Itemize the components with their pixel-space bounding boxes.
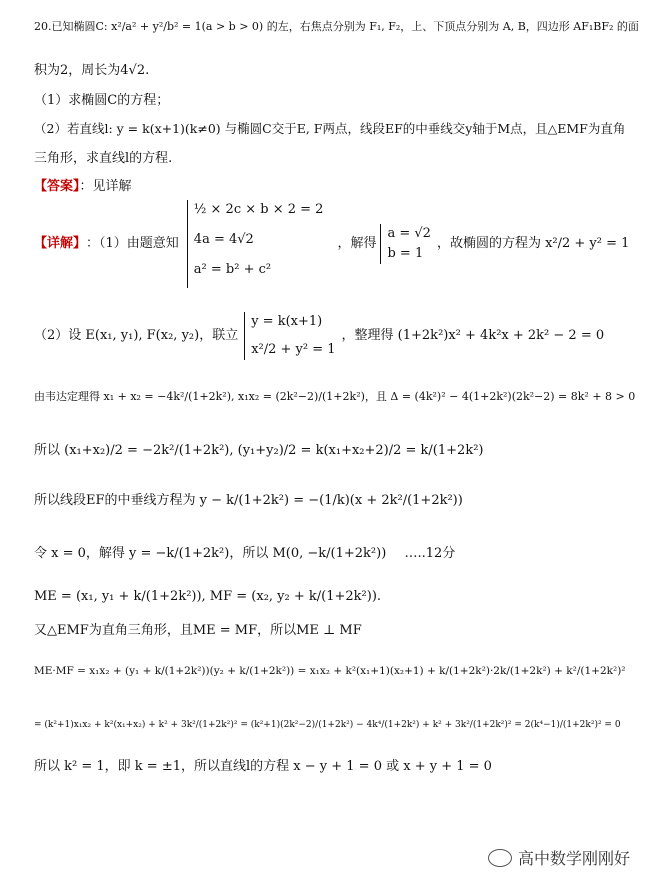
- part1-end: ，故椭圆的方程为 x²/2 + y² = 1: [436, 236, 630, 251]
- set-x-line: [34, 545, 455, 563]
- perpendicular-bisector-line: 所以线段EF的中垂线方程为 y − k/(1+2k²) = −(1/k)(x + 2k²/(1+2k²)): [34, 493, 463, 508]
- midpoint-line: 所以 (x₁+x₂)/2 = −2k²/(1+2k²), (y₁+y₂)/2 = k(x₁+x₂+2)/2 = k/(1+2k²): [34, 443, 484, 458]
- problem-line-1: [34, 18, 639, 36]
- equation-system-1: [187, 200, 324, 288]
- question-2b: 三角形，求直线l的方程.: [34, 151, 173, 166]
- solution-label: 【详解】: [34, 236, 87, 251]
- question-2a: （2）若直线l: y = k(x+1)(k≠0) 与椭圆C交于E, F两点，线段EF的中垂线交y轴于M点，且△EMF为直角: [34, 121, 626, 136]
- part1-mid: ，解得: [337, 236, 377, 251]
- system3-eq: y = k(x+1): [251, 314, 323, 329]
- answer-text: ：见详解: [79, 179, 132, 194]
- answer-line: [34, 178, 132, 196]
- final-answer-line: 所以 k² = 1，即 k = ±1，所以直线l的方程 x − y + 1 = 0 或 x + y + 1 = 0: [34, 759, 492, 774]
- watermark-text: 高中数学刚刚好: [517, 849, 630, 868]
- wechat-icon: [488, 849, 512, 867]
- system1-eq: ½ × 2c × b × 2 = 2: [193, 202, 324, 217]
- solution-part1: [34, 200, 629, 288]
- equation-system-2: [380, 224, 430, 264]
- system2-eq: b = 1: [387, 246, 424, 261]
- vectors-line: ME = (x₁, y₁ + k/(1+2k²)), MF = (x₂, y₂ + k/(1+2k²)).: [34, 589, 382, 604]
- problem-statement: 20.已知椭圆C: x²/a² + y²/b² = 1(a > b > 0) 的左，右焦点分别为 F₁, F₂，上、下顶点分别为 A, B，四边形 AF₁BF₂ 的面: [34, 20, 639, 33]
- system2-eq: a = √2: [387, 226, 431, 241]
- set-x-text: 令 x = 0，解得 y = −k/(1+2k²)，所以 M(0, −k/(1+2k²)): [34, 546, 387, 561]
- answer-label: 【答案】: [34, 179, 80, 194]
- system1-eq: a² = b² + c²: [193, 262, 272, 277]
- right-angle-line: 又△EMF为直角三角形，且ME = MF，所以ME ⊥ MF: [34, 623, 362, 638]
- system3-eq: x²/2 + y² = 1: [251, 342, 336, 357]
- solution-part2-setup: [34, 312, 604, 360]
- dot-product-line-1: ME·MF = x₁x₂ + (y₁ + k/(1+2k²))(y₂ + k/(1+2k²)) = x₁x₂ + k²(x₁+1)(x₂+1) + k/(1+2k²)·2k/(1+2k²) + k²/(1+2k²)²: [34, 665, 626, 677]
- vieta-line: 由韦达定理得 x₁ + x₂ = −4k²/(1+2k²), x₁x₂ = (2k²−2)/(1+2k²)，且 Δ = (4k²)² − 4(1+2k²)(2k²−2) = 8k² + 8 > 0: [34, 390, 636, 403]
- equation-system-3: [244, 312, 335, 360]
- watermark: [488, 846, 630, 869]
- problem-line-2: 积为2，周长为4√2.: [34, 63, 150, 78]
- system1-eq: 4a = 4√2: [193, 232, 254, 247]
- part2-end: ，整理得 (1+2k²)x² + 4k²x + 2k² − 2 = 0: [341, 328, 605, 343]
- score-note: …..12分: [404, 546, 456, 561]
- part1-intro: ：（1）由题意知: [86, 236, 179, 251]
- part2-intro: （2）设 E(x₁, y₁), F(x₂, y₂)，联立: [34, 328, 239, 343]
- question-1: （1）求椭圆C的方程；: [34, 93, 170, 108]
- dot-product-line-2: = (k²+1)x₁x₂ + k²(x₁+x₂) + k² + 3k²/(1+2k²)² = (k²+1)(2k²−2)/(1+2k²) − 4k⁴/(1+2k²) + k² + 3k²/(1+2k²)² = 2(k⁴−1)/(1+2k²)² = 0: [34, 720, 621, 730]
